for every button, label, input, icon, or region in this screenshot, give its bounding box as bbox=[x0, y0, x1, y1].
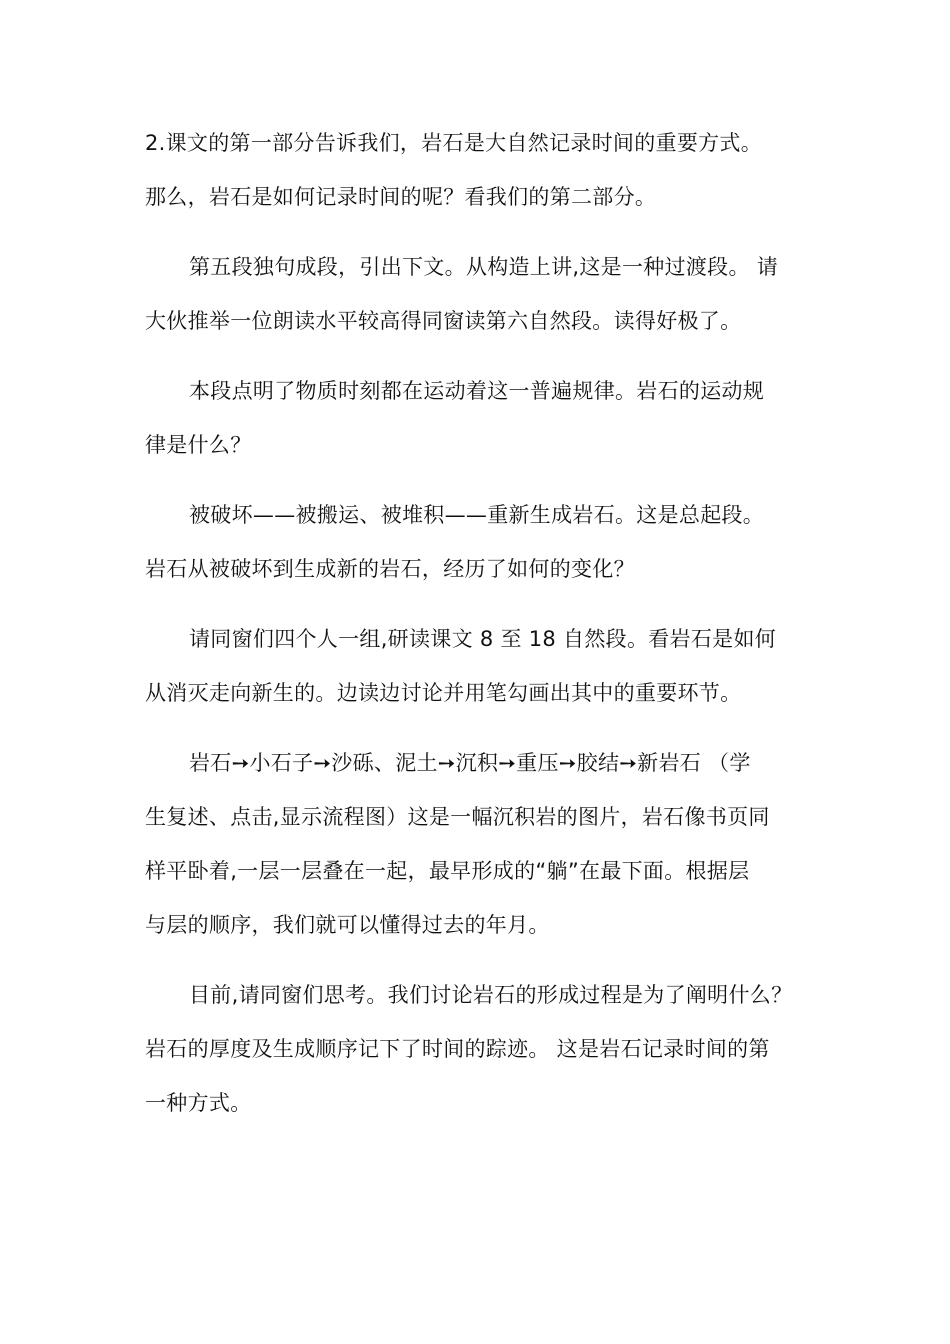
paragraph-5-line-1: 请同窗们四个人一组,研读课文 8 至 18 自然段。看岩石是如何 bbox=[189, 627, 777, 651]
paragraph-4-line-1: 被破坏——被搬运、被堆积——重新生成岩石。这是总起段。 bbox=[189, 503, 765, 527]
paragraph-7-line-3: 一种方式。 bbox=[145, 1091, 252, 1115]
paragraph-6-line-3: 样平卧着,一层一层叠在一起，最早形成的“躺”在最下面。根据层 bbox=[145, 859, 750, 883]
paragraph-4-line-2: 岩石从被破坏到生成新的岩石，经历了如何的变化？ bbox=[145, 557, 635, 581]
paragraph-3-line-1: 本段点明了物质时刻都在运动着这一普遍规律。岩石的运动规 bbox=[189, 379, 765, 403]
paragraph-7-line-2: 岩石的厚度及生成顺序记下了时间的踪迹。 这是岩石记录时间的第 bbox=[145, 1037, 770, 1061]
paragraph-2-line-1: 第五段独句成段，引出下文。从构造上讲,这是一种过渡段。 请 bbox=[189, 255, 779, 279]
paragraph-5-line-2: 从消灭走向新生的。边读边讨论并用笔勾画出其中的重要环节。 bbox=[145, 681, 742, 705]
paragraph-7-line-1: 目前,请同窗们思考。我们讨论岩石的形成过程是为了阐明什么？ bbox=[189, 983, 793, 1007]
paragraph-6-line-1: 岩石➙小石子➙沙砾、泥土➙沉积➙重压➙胶结➙新岩石 （学 bbox=[189, 751, 751, 775]
paragraph-3-line-2: 律是什么？ bbox=[145, 433, 252, 457]
paragraph-1-line-2: 那么，岩石是如何记录时间的呢？看我们的第二部分。 bbox=[145, 185, 657, 209]
paragraph-6-line-4: 与层的顺序，我们就可以懂得过去的年月。 bbox=[145, 913, 550, 937]
paragraph-1-line-1: 2.课文的第一部分告诉我们，岩石是大自然记录时间的重要方式。 bbox=[145, 131, 763, 155]
paragraph-2-line-2: 大伙推举一位朗读水平较高得同窗读第六自然段。读得好极了。 bbox=[145, 309, 742, 333]
paragraph-6-line-2: 生复述、点击,显示流程图）这是一幅沉积岩的图片，岩石像书页同 bbox=[145, 805, 770, 829]
